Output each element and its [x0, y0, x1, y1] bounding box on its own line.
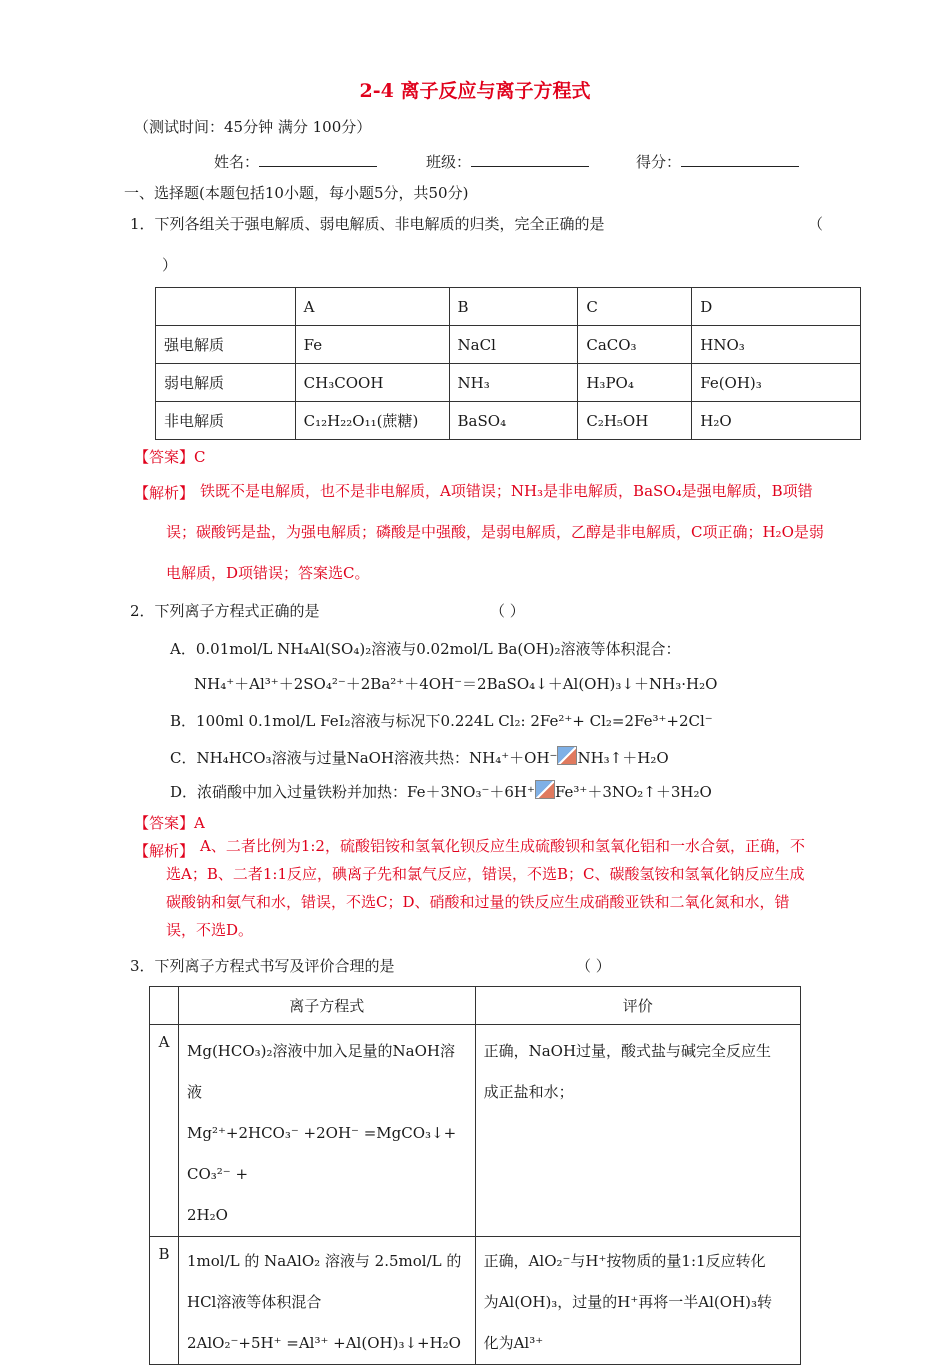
- q2-option-c-left: C．NH₄HCO₃溶液与过量NaOH溶液共热：NH₄⁺＋OH⁻: [170, 749, 558, 767]
- q2-option-a: A．0.01mol/L NH₄Al(SO₄)₂溶液与0.02mol/L Ba(OH)₂溶液等体积混合：: [170, 640, 681, 658]
- table-cell: [178, 1025, 475, 1237]
- class-label: 班级：: [426, 153, 472, 171]
- table-cell: [475, 1237, 800, 1365]
- table-cell: H₂O: [692, 402, 861, 440]
- table-cell: HNO₃: [692, 326, 861, 364]
- q2-stem: 2．下列离子方程式正确的是: [130, 602, 320, 620]
- table-cell: 评价: [475, 987, 800, 1025]
- table-row: [156, 326, 861, 364]
- row-a-equation-line: Mg²⁺+2HCO₃⁻ +2OH⁻ =MgCO₃↓+ CO₃²⁻ +: [186, 1124, 457, 1183]
- table-cell: B: [150, 1237, 179, 1365]
- q2-analysis: A、二者比例为1:2，硫酸铝铵和氢氧化钡反应生成硫酸钡和氢氧化铝和一水合氨，正确，不选A；B、二者1:1反应，碘离子先和氯气反应，错误，不选B；C、碳酸氢铵和氢氧化钠反应生成碳酸钠和氨气和水，错误，不选C；D、硝酸和过量的铁反应生成硝酸亚铁和二氧化氮和水，错误，不选D。: [166, 837, 805, 939]
- score-label: 得分：: [636, 153, 682, 171]
- table-row: [150, 1025, 801, 1237]
- class-field: [426, 151, 589, 172]
- q1-analysis-label: 【解析】: [134, 484, 195, 502]
- q2-option-d: [170, 780, 712, 802]
- table-cell: [475, 1025, 800, 1237]
- table-row: [150, 1237, 801, 1365]
- heat-arrow-image: [557, 746, 577, 765]
- row-b-evaluation-line: 为Al(OH)₃，过量的H⁺再将一半Al(OH)₃转: [483, 1293, 773, 1311]
- name-blank: [259, 152, 377, 167]
- table-cell: 弱电解质: [156, 364, 296, 402]
- q2-answer: 【答案】A: [134, 814, 205, 832]
- q1-answer: 【答案】C: [134, 448, 206, 466]
- score-blank: [681, 152, 799, 167]
- table-cell: NH₃: [449, 364, 578, 402]
- q2-option-a-equation: NH₄⁺＋Al³⁺＋2SO₄²⁻＋2Ba²⁺＋4OH⁻＝2BaSO₄↓＋Al(OH)₃↓＋NH₃·H₂O: [194, 675, 718, 693]
- row-a-evaluation-line: 成正盐和水；: [483, 1083, 574, 1101]
- q2-analysis-label: 【解析】: [134, 842, 195, 860]
- table-cell: C₁₂H₂₂O₁₁(蔗糖): [295, 402, 449, 440]
- table-cell: H₃PO₄: [578, 364, 692, 402]
- row-b-evaluation-line: 化为Al³⁺: [483, 1334, 544, 1352]
- q1-analysis: 铁既不是电解质，也不是非电解质，A项错误；NH₃是非电解质，BaSO₄是强电解质，B项错误；碳酸钙是盐，为强电解质；磷酸是中强酸，是弱电解质，乙醇是非电解质，C项正确；H₂O是弱电解质，D项错误；答案选C。: [166, 482, 824, 582]
- section-heading: 一、选择题(本题包括10小题，每小题5分，共50分): [124, 184, 469, 202]
- table-cell: NaCl: [449, 326, 578, 364]
- table-cell: D: [692, 288, 861, 326]
- name-label: 姓名：: [214, 153, 260, 171]
- row-a-equation-line: 2H₂O: [186, 1206, 228, 1224]
- table-cell: [150, 987, 179, 1025]
- q1-table-header: [156, 288, 861, 326]
- q1-table: [155, 287, 861, 440]
- row-b-evaluation-line: 正确，AlO₂⁻与H⁺按物质的量1:1反应转化: [483, 1252, 766, 1270]
- q1-paren-open: （: [808, 215, 824, 233]
- table-cell: CaCO₃: [578, 326, 692, 364]
- table-cell: B: [449, 288, 578, 326]
- row-a-evaluation-line: 正确，NaOH过量，酸式盐与碱完全反应生: [483, 1042, 772, 1060]
- table-cell: 离子方程式: [178, 987, 475, 1025]
- q2-option-c: [170, 746, 669, 768]
- q3-paren: （ ）: [576, 957, 611, 975]
- table-cell: C: [578, 288, 692, 326]
- row-b-equation-line: 1mol/L 的 NaAlO₂ 溶液与 2.5mol/L 的: [186, 1252, 462, 1270]
- table-cell: Fe(OH)₃: [692, 364, 861, 402]
- q3-table: [149, 986, 801, 1365]
- row-b-equation-line: HCl溶液等体积混合: [186, 1293, 322, 1311]
- q3-stem: 3．下列离子方程式书写及评价合理的是: [130, 957, 395, 975]
- table-cell: [178, 1237, 475, 1365]
- q1-paren-close: ）: [162, 256, 178, 274]
- name-field: [214, 151, 377, 172]
- q2-option-c-right: NH₃↑＋H₂O: [577, 749, 669, 767]
- table-cell: CH₃COOH: [295, 364, 449, 402]
- table-cell: 非电解质: [156, 402, 296, 440]
- table-cell: A: [295, 288, 449, 326]
- table-row: [156, 364, 861, 402]
- table-cell: 强电解质: [156, 326, 296, 364]
- q2-option-d-left: D．浓硝酸中加入过量铁粉并加热：Fe＋3NO₃⁻＋6H⁺: [170, 783, 535, 801]
- heat-arrow-image: [535, 780, 555, 799]
- q1-stem: 1．下列各组关于强电解质、弱电解质、非电解质的归类，完全正确的是: [130, 215, 605, 233]
- table-cell: A: [150, 1025, 179, 1237]
- class-blank: [471, 152, 589, 167]
- q2-option-d-right: Fe³⁺＋3NO₂↑＋3H₂O: [554, 783, 712, 801]
- table-cell: C₂H₅OH: [578, 402, 692, 440]
- q2-option-b: B．100ml 0.1mol/L FeI₂溶液与标况下0.224L Cl₂: 2Fe²⁺+ Cl₂=2Fe³⁺+2Cl⁻: [170, 712, 713, 730]
- test-info: （测试时间：45分钟 满分 100分）: [134, 118, 372, 136]
- q2-paren: （ ）: [490, 602, 525, 620]
- table-cell: BaSO₄: [449, 402, 578, 440]
- q3-table-header: [150, 987, 801, 1025]
- table-cell: [156, 288, 296, 326]
- page-title: 2-4 离子反应与离子方程式: [359, 80, 591, 102]
- row-b-equation-line: 2AlO₂⁻+5H⁺ =Al³⁺ +Al(OH)₃↓+H₂O: [186, 1334, 461, 1352]
- score-field: [636, 151, 799, 172]
- row-a-equation-line: Mg(HCO₃)₂溶液中加入足量的NaOH溶液: [186, 1042, 455, 1101]
- table-row: [156, 402, 861, 440]
- table-cell: Fe: [295, 326, 449, 364]
